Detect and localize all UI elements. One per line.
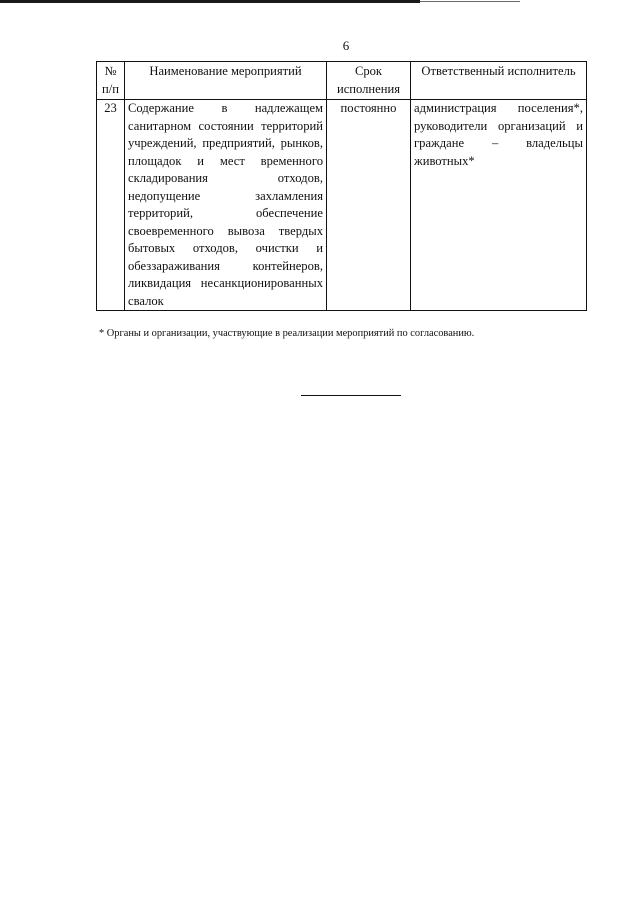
row-deadline: постоянно (327, 100, 411, 311)
table-body (97, 100, 587, 311)
row-measure-name: Содержание в надлежащем санитарном состоянии территорий учреждений, предприятий, рынков, площадок и мест временного складирования отходов, недопущение захламления территорий, обеспечение своевременного вывоза твердых бытовых отходов, очистки и обеззараживания контейнеров, ликвидация несанкционированных свалок (125, 100, 327, 311)
header-measure-name: Наименование мероприятий (125, 62, 327, 100)
closing-divider (301, 395, 401, 396)
row-number: 23 (97, 100, 125, 311)
page-number: 6 (342, 38, 350, 53)
header-responsible: Ответственный исполнитель (411, 62, 587, 100)
header-number: № п/п (97, 62, 125, 100)
footnote: * Органы и организации, участвующие в реализации мероприятий по согласованию. (99, 328, 475, 339)
table-header-row (97, 62, 587, 100)
scan-edge-line (0, 0, 420, 3)
row-responsible: администрация поселения*, руководители организаций и граждане – владельцы животных* (411, 100, 587, 311)
table-header (97, 62, 587, 100)
header-deadline: Срок исполнения (327, 62, 411, 100)
scan-edge-line-faint (420, 1, 520, 2)
measures-table (96, 61, 587, 311)
table-row (97, 100, 587, 311)
